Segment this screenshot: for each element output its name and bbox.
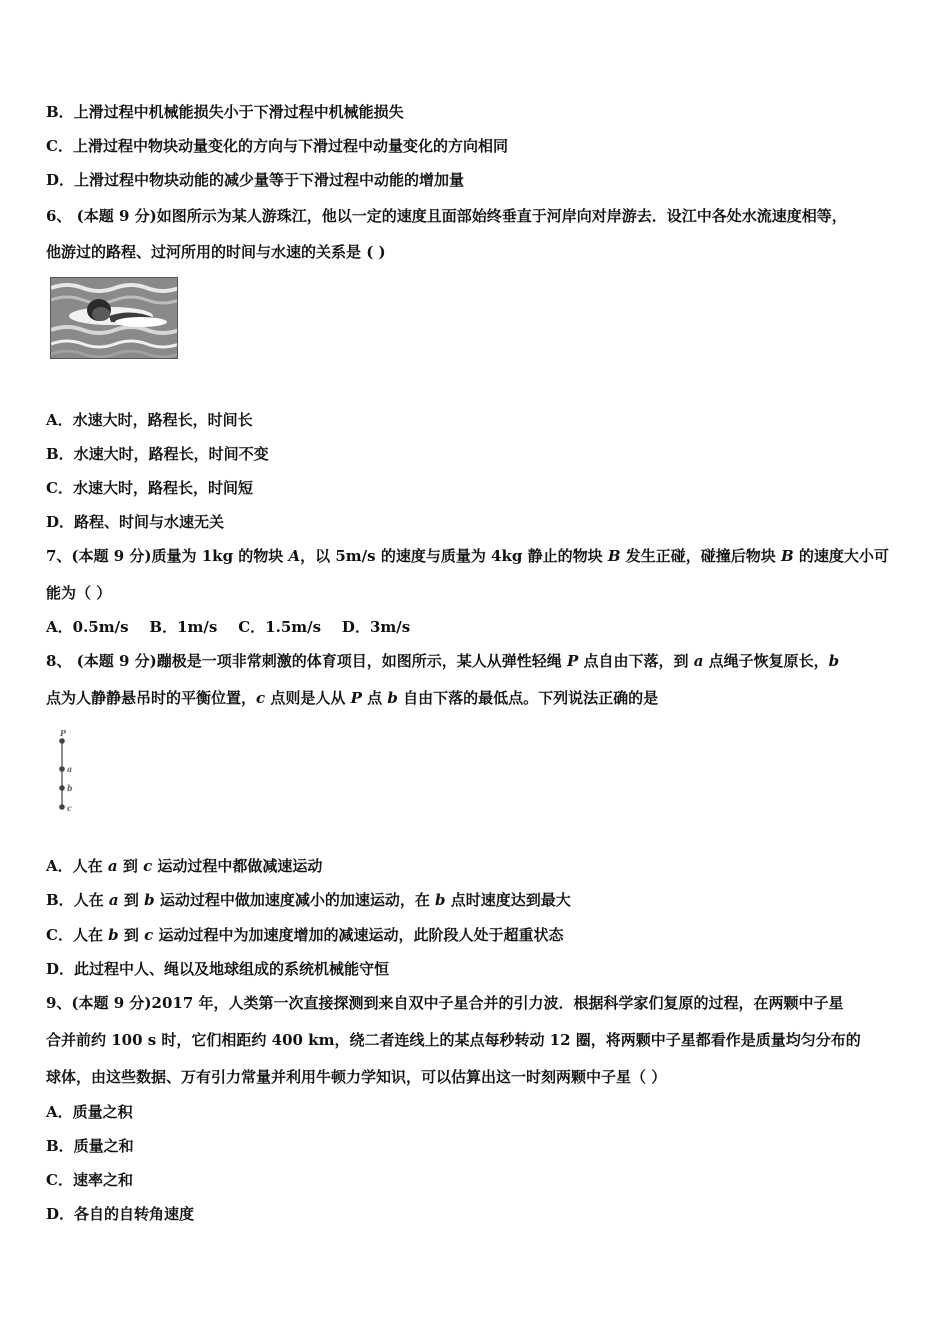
swimmer-image (51, 278, 178, 359)
label-p: P (60, 728, 67, 738)
q5-option-d: D．上滑过程中物块动能的减少量等于下滑过程中动能的增加量 (46, 171, 465, 189)
point-a (59, 766, 65, 772)
q9-option-b: B．质量之和 (46, 1137, 134, 1155)
q8-option-d: D．此过程中人、绳以及地球组成的系统机械能守恒 (46, 960, 390, 978)
q6-stem-line2: 他游过的路程、过河所用的时间与水速的关系是 ( ) (46, 243, 386, 261)
point-c (59, 804, 65, 810)
q7-stem-line2: 能为（ ） (46, 584, 112, 602)
q7-options: A．0.5m/s B．1m/s C．1.5m/s D．3m/s (46, 618, 411, 636)
q5-option-b: B．上滑过程中机械能损失小于下滑过程中机械能损失 (46, 103, 404, 121)
q6-option-c: C．水速大时，路程长，时间短 (46, 479, 253, 497)
q9-option-d: D．各自的自转角速度 (46, 1205, 195, 1223)
q5-option-c: C．上滑过程中物块动量变化的方向与下滑过程中动量变化的方向相同 (46, 137, 508, 155)
q9-stem-line2: 合并前约 100 s 时，它们相距约 400 km，绕二者连线上的某点每秒转动 12 圈，将两颗中子星都看作是质量均匀分布的 (46, 1031, 861, 1049)
label-a: a (67, 764, 73, 774)
q8-option-a: A．人在 a 到 c 运动过程中都做减速运动 (46, 857, 323, 875)
q6-option-d: D．路程、时间与水速无关 (46, 513, 225, 531)
q8-option-c: C．人在 b 到 c 运动过程中为加速度增加的减速运动，此阶段人处于超重状态 (46, 926, 564, 944)
q8-option-b: B．人在 a 到 b 运动过程中做加速度减小的加速运动，在 b 点时速度达到最大 (46, 891, 571, 909)
label-b: b (67, 783, 73, 793)
point-b (59, 785, 65, 791)
q9-stem-line3: 球体，由这些数据、万有引力常量并利用牛顿力学知识，可以估算出这一时刻两颗中子星（ ） (46, 1068, 667, 1086)
swimmer-photo (50, 277, 178, 359)
bungee-diagram (52, 725, 92, 820)
label-c: c (67, 803, 72, 813)
point-p (59, 738, 65, 744)
q6-option-a: A．水速大时，路程长，时间长 (46, 411, 253, 429)
q7-stem-line1: 7、(本题 9 分)质量为 1kg 的物块 A，以 5m/s 的速度与质量为 4kg 静止的物块 B 发生正碰，碰撞后物块 B 的速度大小可 (46, 547, 889, 565)
q8-stem-line1: 8、 (本题 9 分)蹦极是一项非常刺激的体育项目，如图所示，某人从弹性轻绳 P 点自由下落，到 a 点绳子恢复原长，b (46, 652, 840, 670)
q9-option-a: A．质量之积 (46, 1103, 133, 1121)
q6-option-b: B．水速大时，路程长，时间不变 (46, 445, 269, 463)
q8-stem-line2: 点为人静静悬吊时的平衡位置，c 点则是人从 P 点 b 自由下落的最低点。下列说法正确的是 (46, 689, 659, 707)
q6-stem-line1: 6、 (本题 9 分)如图所示为某人游珠江，他以一定的速度且面部始终垂直于河岸向对岸游去．设江中各处水流速度相等， (46, 207, 847, 225)
q9-option-c: C．速率之和 (46, 1171, 133, 1189)
q9-stem-line1: 9、(本题 9 分)2017 年，人类第一次直接探测到来自双中子星合并的引力波．根据科学家们复原的过程，在两颗中子星 (46, 994, 844, 1012)
